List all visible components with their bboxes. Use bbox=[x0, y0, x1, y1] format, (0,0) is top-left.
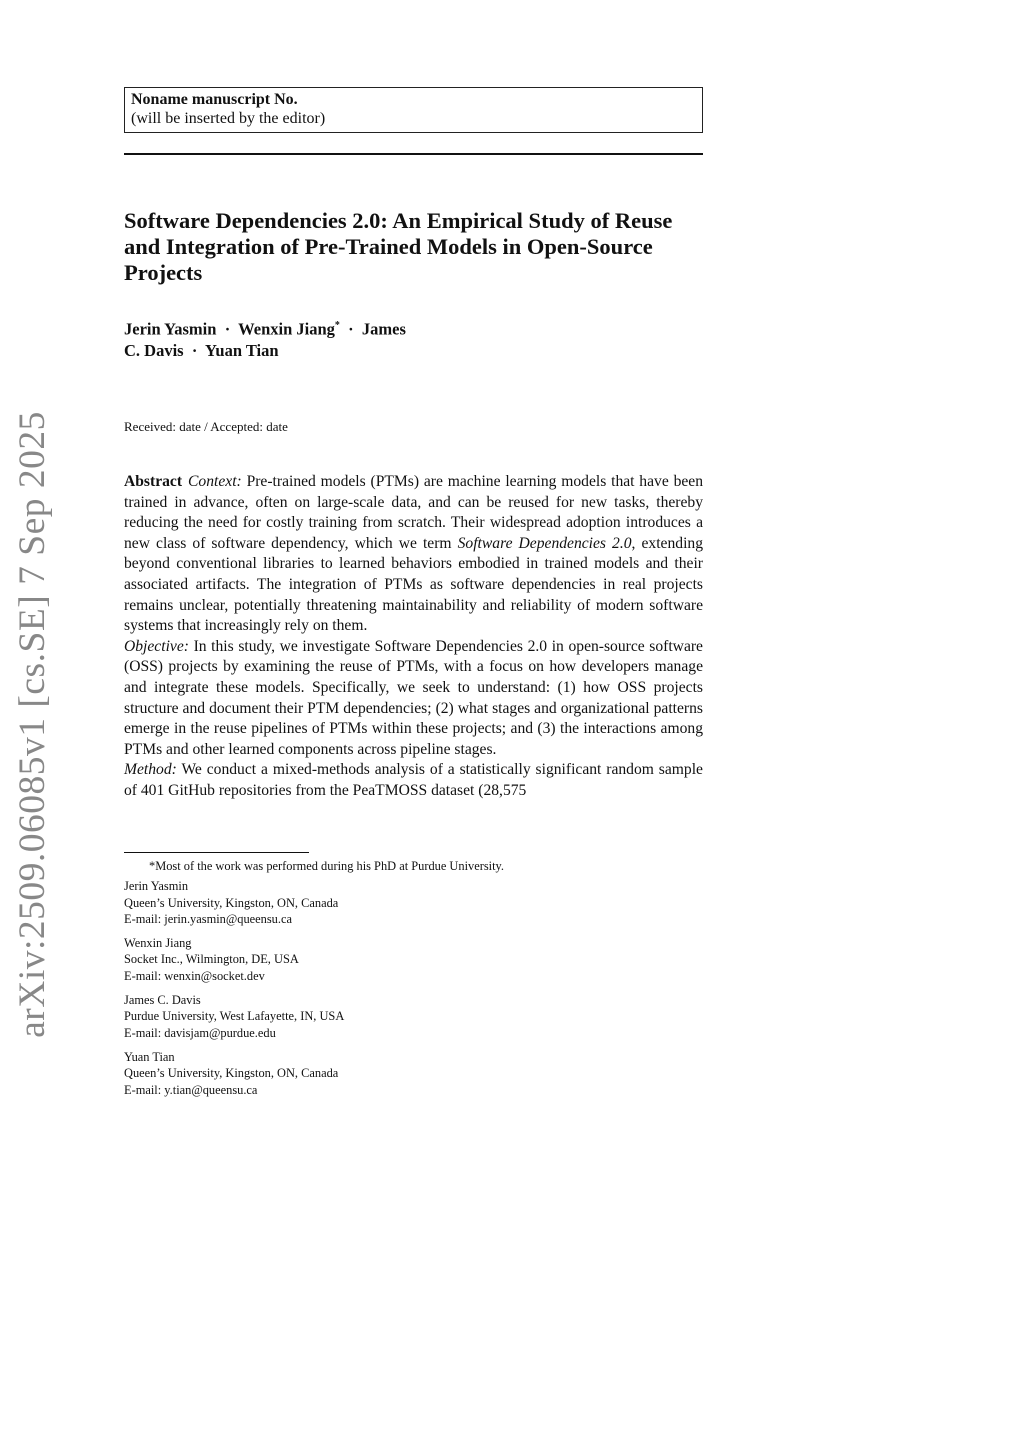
affiliation-org: Queen’s University, Kingston, ON, Canada bbox=[124, 895, 339, 910]
affiliation-name: James C. Davis bbox=[124, 993, 201, 1008]
affiliation-block bbox=[124, 935, 703, 984]
abstract-heading: Abstract bbox=[124, 473, 183, 490]
author-separator: · bbox=[224, 319, 231, 339]
objective-text: In this study, we investigate Software Dependencies 2.0 in open-source software (OSS) projects by examining the reuse of PTMs, with a focus on how developers manage and integrate these models. Specifically, we seek to understand: (1) how OSS projects structure and document their PTM dependencies; (2) what stages and organizational patterns emerge in the reuse pipelines of PTMs within these projects; and (3) the interactions among PTMs and other learned components across pipeline stages. bbox=[124, 637, 703, 758]
affiliation-org: Queen’s University, Kingston, ON, Canada bbox=[124, 1066, 339, 1081]
paper-title: Software Dependencies 2.0: An Empirical Study of Reuse and Integration of Pre-Trained Models in Open-Source Projects bbox=[124, 208, 673, 285]
affiliation-block bbox=[124, 992, 703, 1041]
affiliation-block bbox=[124, 878, 703, 927]
author-separator: · bbox=[191, 340, 198, 360]
context-text-cont: , extending beyond conventional libraries to learned behaviors embodied in trained models and their associated artifacts. The integration of PTMs as software dependencies in real projects remains unclear, potentially threatening maintainability and reliability of modern software systems that increasingly rely on them. bbox=[124, 534, 703, 635]
method-text: We conduct a mixed-methods analysis of a statistically significant random sample of 401 GitHub repositories from the PeaTMOSS dataset (28,575 bbox=[124, 761, 703, 799]
context-term: Software Dependencies 2.0 bbox=[457, 534, 632, 552]
author-name: Jerin Yasmin bbox=[124, 319, 217, 339]
context-label: Context: bbox=[188, 473, 242, 490]
author-line-2 bbox=[124, 340, 684, 361]
affiliation-org: Purdue University, West Lafayette, IN, USA bbox=[124, 1009, 345, 1024]
author-name: Wenxin Jiang bbox=[238, 319, 335, 339]
abstract-method-paragraph bbox=[124, 760, 703, 801]
arxiv-id-text: arXiv:2509.06085v1 [cs.SE] 7 Sep 2025 bbox=[11, 410, 53, 1038]
manuscript-editor-note: (will be inserted by the editor) bbox=[131, 110, 326, 127]
arxiv-side-identifier bbox=[2, 410, 62, 1038]
affiliation-name: Jerin Yasmin bbox=[124, 879, 189, 894]
affiliation-email: E-mail: wenxin@socket.dev bbox=[124, 968, 265, 983]
author-list bbox=[124, 315, 684, 361]
manuscript-box bbox=[124, 87, 703, 133]
manuscript-number-label: Noname manuscript No. bbox=[131, 91, 298, 108]
header-rule bbox=[124, 153, 703, 155]
affiliation-email: E-mail: jerin.yasmin@queensu.ca bbox=[124, 911, 292, 926]
objective-label: Objective: bbox=[124, 637, 189, 655]
author-line-1 bbox=[124, 315, 684, 340]
footnote-star: *Most of the work was performed during his PhD at Purdue University. bbox=[149, 859, 505, 873]
affiliation-email: E-mail: y.tian@queensu.ca bbox=[124, 1082, 258, 1097]
affiliation-name: Wenxin Jiang bbox=[124, 936, 192, 951]
author-footnote-mark: * bbox=[334, 320, 340, 331]
author-name: James bbox=[361, 319, 406, 339]
affiliation-block bbox=[124, 1049, 703, 1098]
method-label: Method: bbox=[124, 761, 177, 779]
abstract-objective-paragraph bbox=[124, 637, 703, 761]
context-text: Pre-trained models (PTMs) are machine learning models that have been trained in advance, often on large-scale data, and can be reused for new tasks, thereby reducing the need for costly training from scratch. Their widespread adoption introduces a new class of software dependency, which we term bbox=[124, 473, 703, 552]
affiliation-email: E-mail: davisjam@purdue.edu bbox=[124, 1025, 276, 1040]
abstract bbox=[124, 472, 703, 802]
footnote-rule bbox=[124, 852, 309, 853]
abstract-context-paragraph bbox=[124, 472, 703, 637]
received-date: Received: date / Accepted: date bbox=[124, 419, 288, 434]
author-name: C. Davis bbox=[124, 340, 184, 360]
author-separator: · bbox=[348, 319, 354, 339]
affiliation-org: Socket Inc., Wilmington, DE, USA bbox=[124, 952, 299, 967]
footnotes bbox=[124, 858, 703, 1106]
author-name: Yuan Tian bbox=[205, 340, 279, 360]
affiliation-name: Yuan Tian bbox=[124, 1049, 175, 1064]
